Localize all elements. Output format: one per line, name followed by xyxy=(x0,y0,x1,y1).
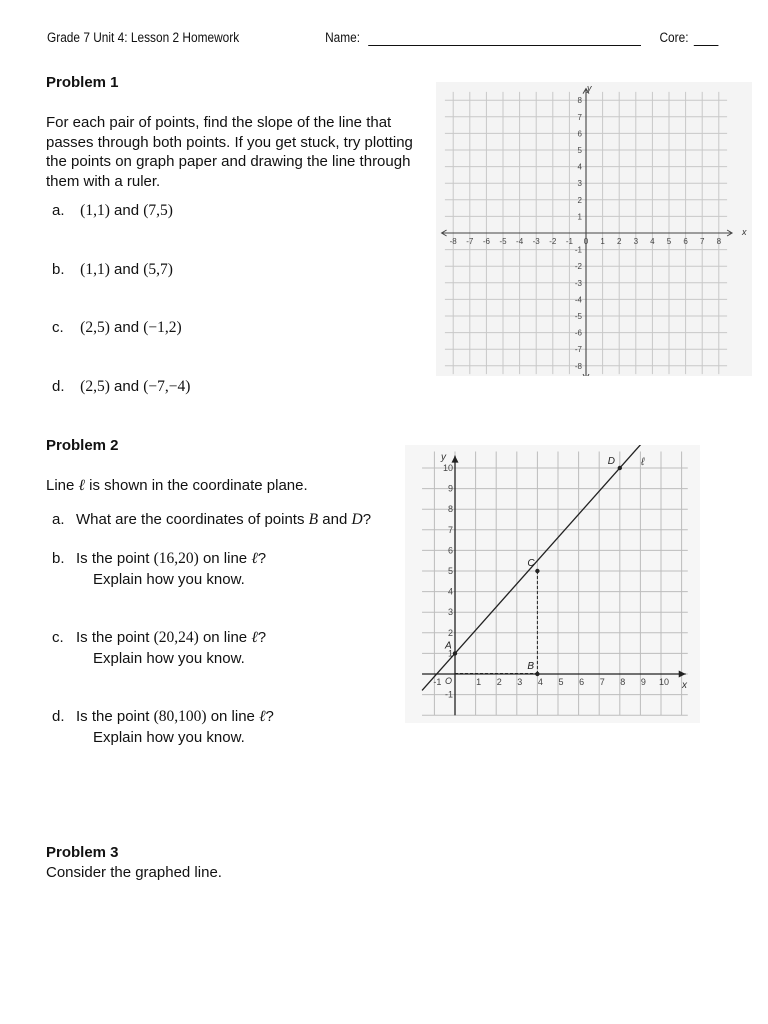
x-tick-label: 5 xyxy=(558,677,564,687)
problem-2-item-d: d. Is the point (80,100) on line ℓ? xyxy=(52,708,274,725)
y-tick-label: 7 xyxy=(577,112,582,122)
point-1: (1,1) xyxy=(80,202,110,219)
y-tick-label: -8 xyxy=(574,361,582,371)
y-tick-label: 7 xyxy=(447,524,453,535)
x-tick-label: 2 xyxy=(616,237,622,246)
y-tick-label: -1 xyxy=(574,245,582,255)
origin-label: O xyxy=(445,676,453,686)
y-tick-label: 10 xyxy=(442,463,453,473)
worksheet-header xyxy=(47,30,689,50)
y-tick-label: 4 xyxy=(577,162,582,172)
problem-1-item-a: a. (1,1) and (7,5) xyxy=(52,202,173,219)
problem-2-title: Problem 2 xyxy=(46,437,119,454)
y-tick-label: -7 xyxy=(574,345,582,355)
y-tick-label: -1 xyxy=(444,689,453,700)
y-tick-label: 8 xyxy=(577,96,582,106)
problem-3-intro: Consider the graphed line. xyxy=(46,864,222,881)
problem-2-item-d-explain: Explain how you know. xyxy=(93,729,245,746)
x-tick-label: 1 xyxy=(600,237,605,246)
problem-2-item-b: b. Is the point (16,20) on line ℓ? xyxy=(52,550,267,567)
name-label: Name: xyxy=(325,30,361,45)
problem-2-item-c: c. Is the point (20,24) on line ℓ? xyxy=(52,629,267,646)
point-label-d: D xyxy=(607,456,616,467)
point-1: (1,1) xyxy=(80,261,110,278)
x-tick-label: 2 xyxy=(496,677,502,687)
x-tick-label: 7 xyxy=(599,677,605,687)
x-tick-label: -7 xyxy=(466,237,474,246)
problem-1-coordinate-grid xyxy=(436,82,752,376)
x-tick-label: 8 xyxy=(716,237,722,246)
y-tick-label: 6 xyxy=(577,129,582,139)
point-2: (−7,−4) xyxy=(143,378,191,395)
name-blank xyxy=(368,45,641,46)
x-tick-label: 0 xyxy=(583,237,589,246)
y-tick-label: 2 xyxy=(447,627,453,638)
line-label: ℓ xyxy=(641,456,645,468)
point-label-b: B xyxy=(527,661,535,672)
y-tick-label: 1 xyxy=(447,648,453,659)
x-tick-label: 4 xyxy=(537,677,543,687)
y-tick-label: 6 xyxy=(447,545,453,556)
grid-background xyxy=(436,82,752,376)
x-tick-label: -4 xyxy=(516,237,524,246)
problem-3-title: Problem 3 xyxy=(46,844,119,861)
x-tick-label: 3 xyxy=(517,677,523,687)
y-tick-label: 1 xyxy=(577,212,582,222)
core-blank xyxy=(694,45,719,46)
worksheet-title: Grade 7 Unit 4: Lesson 2 Homework xyxy=(47,30,240,45)
point-b xyxy=(535,672,539,676)
x-axis-label: x xyxy=(682,680,687,691)
point-2: (7,5) xyxy=(143,202,173,219)
x-tick-label: -5 xyxy=(499,237,507,246)
x-tick-label: 1 xyxy=(476,677,482,687)
y-tick-label: 5 xyxy=(447,566,453,576)
y-tick-label: -4 xyxy=(574,295,582,305)
x-tick-label: 4 xyxy=(650,237,655,246)
problem-2-item-b-explain: Explain how you know. xyxy=(93,571,245,588)
x-tick-label: 8 xyxy=(620,677,626,687)
y-tick-label: -3 xyxy=(574,278,582,288)
problem-1-title: Problem 1 xyxy=(46,74,119,91)
x-tick-label: -8 xyxy=(449,237,457,246)
y-tick-label: -6 xyxy=(574,328,582,338)
y-tick-label: 3 xyxy=(577,179,582,189)
x-tick-label: 3 xyxy=(633,237,639,246)
problem-2-item-a: a. What are the coordinates of points B and D? xyxy=(52,511,372,528)
point-a xyxy=(453,651,457,655)
x-tick-label: 6 xyxy=(683,237,688,246)
point-1: (2,5) xyxy=(80,319,110,336)
point-1: (2,5) xyxy=(80,378,110,395)
x-tick-label: -1 xyxy=(433,677,442,687)
point-2: (5,7) xyxy=(143,261,173,278)
problem-2-intro: Line ℓ is shown in the coordinate plane. xyxy=(46,477,308,494)
point-label-a: A xyxy=(445,640,452,652)
problem-2-line-graph xyxy=(405,445,700,723)
x-tick-label: 9 xyxy=(640,677,646,687)
x-tick-label: 7 xyxy=(699,237,705,246)
x-tick-label: -3 xyxy=(532,237,540,246)
y-tick-label: 4 xyxy=(447,586,453,597)
y-tick-label: 5 xyxy=(577,146,582,155)
x-tick-label: -2 xyxy=(549,237,557,246)
point-d xyxy=(618,466,622,470)
problem-1-item-b: b. (1,1) and (5,7) xyxy=(52,261,173,278)
x-tick-label: -1 xyxy=(565,237,573,246)
x-axis-label: x xyxy=(742,227,747,237)
core-label: Core: xyxy=(659,30,689,45)
y-tick-label: 8 xyxy=(447,504,453,515)
x-tick-label: -6 xyxy=(482,237,490,246)
problem-1-item-c: c. (2,5) and (−1,2) xyxy=(52,319,182,336)
point-c xyxy=(535,569,539,573)
x-tick-label: 6 xyxy=(579,677,585,687)
y-tick-label: -5 xyxy=(574,312,582,321)
y-tick-label: 9 xyxy=(447,483,453,494)
y-tick-label: -2 xyxy=(574,262,582,272)
y-axis-label: y xyxy=(441,452,446,463)
x-tick-label: 5 xyxy=(666,237,672,246)
x-tick-label: 10 xyxy=(658,677,670,687)
y-tick-label: 2 xyxy=(577,195,582,205)
y-axis-label: y xyxy=(587,83,592,93)
y-tick-label: 3 xyxy=(447,607,453,618)
point-label-c: C xyxy=(527,558,535,569)
line-name: ℓ xyxy=(78,477,85,494)
problem-1-intro: For each pair of points, find the slope of the line that passes through both points. If you get stuck, try plotting the points on graph paper and drawing the line through them with a ruler. xyxy=(46,114,413,190)
problem-1-item-d: d. (2,5) and (−7,−4) xyxy=(52,378,191,395)
point-2: (−1,2) xyxy=(143,319,182,336)
problem-2-item-c-explain: Explain how you know. xyxy=(93,650,245,667)
